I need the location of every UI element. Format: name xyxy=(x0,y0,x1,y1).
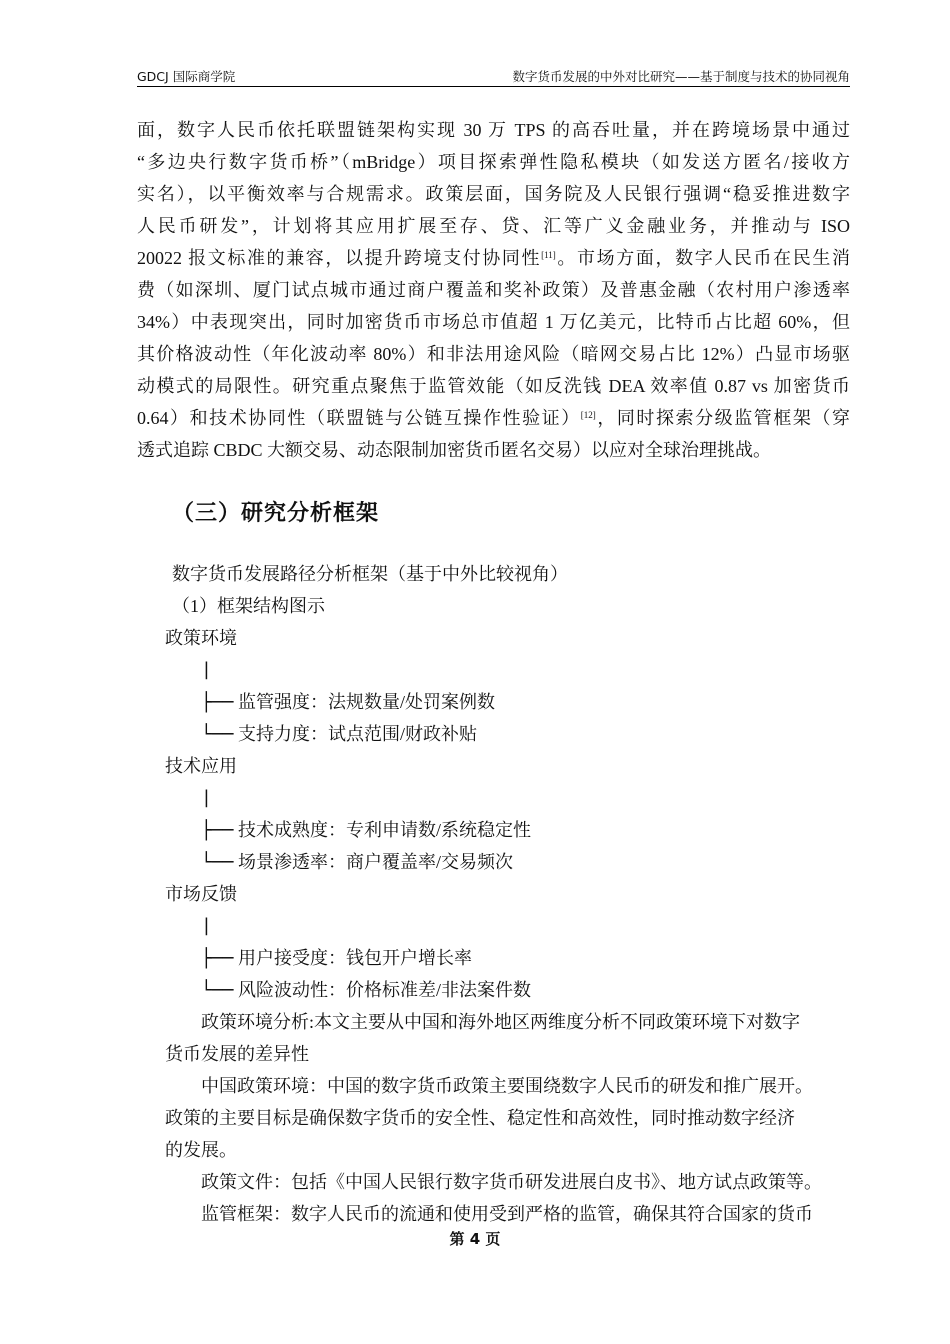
tree-branch xyxy=(201,814,531,847)
text-span: 0.64）和技术协同性（联盟链与公链互操作性验证） xyxy=(137,408,581,428)
tree-root-policy: 政策环境 xyxy=(165,628,237,648)
text-line xyxy=(137,242,850,274)
citation-ref-11: [11] xyxy=(541,250,556,260)
text-line: “多边央行数字货币桥”（mBridge）项目探索弹性隐私模块（如发送方匿名/接收方 xyxy=(137,152,850,172)
text-line: 的发展。 xyxy=(165,1140,237,1160)
tree-leaf: 用户接受度：钱包开户增长率 xyxy=(238,948,473,968)
header-school: GDCJ 国际商学院 xyxy=(137,69,236,84)
tree-branch xyxy=(201,718,477,751)
tree-branch xyxy=(201,686,495,719)
tree-root-technology: 技术应用 xyxy=(165,756,237,776)
text-line: 其价格波动性（年化波动率 80%）和非法用途风险（暗网交易占比 12%）凸显市场驱 xyxy=(137,344,850,364)
text-line: 政策环境分析:本文主要从中国和海外地区两维度分析不同政策环境下对数字 xyxy=(201,1012,800,1032)
tree-leaf: 场景渗透率：商户覆盖率/交易频次 xyxy=(238,852,514,872)
tree-root-market: 市场反馈 xyxy=(165,884,237,904)
branch-connector: ├── xyxy=(201,820,234,841)
last-branch-connector: └── xyxy=(201,980,234,1001)
tree-leaf: 风险波动性：价格标准差/非法案件数 xyxy=(238,980,532,1000)
page-number: 第 4 页 xyxy=(449,1230,501,1248)
framework-subtitle: （1）框架结构图示 xyxy=(172,596,325,616)
tree-branch xyxy=(201,974,531,1007)
last-branch-connector: └── xyxy=(201,724,234,745)
text-line: 货币发展的差异性 xyxy=(165,1044,309,1064)
citation-ref-12: [12] xyxy=(580,410,596,420)
paragraph-4: 政策文件：包括《中国人民银行数字货币研发进展白皮书》、地方试点政策等。 xyxy=(201,1172,822,1192)
text-line: 费（如深圳、厦门试点城市通过商户覆盖和奖补政策）及普惠金融（农村用户渗透率 xyxy=(137,280,850,300)
tree-vertical-bar: | xyxy=(201,787,212,808)
text-span: ，同时探索分级监管框架（穿 xyxy=(595,408,851,428)
branch-connector: ├── xyxy=(201,948,234,969)
tree-leaf: 支持力度：试点范围/财政补贴 xyxy=(238,724,478,744)
section-heading: （三）研究分析框架 xyxy=(172,501,380,526)
tree-branch xyxy=(201,846,513,879)
tree-vertical-bar: | xyxy=(201,915,212,936)
text-line xyxy=(137,402,850,434)
tree-vertical-bar: | xyxy=(201,659,212,680)
page-header xyxy=(137,66,850,87)
tree-leaf: 技术成熟度：专利申请数/系统稳定性 xyxy=(238,820,532,840)
text-line: 政策的主要目标是确保数字货币的安全性、稳定性和高效性，同时推动数字经济 xyxy=(165,1108,795,1128)
text-line: 人民币研发”，计划将其应用扩展至存、贷、汇等广义金融业务，并推动与 ISO xyxy=(137,216,850,236)
text-line: 面，数字人民币依托联盟链架构实现 30 万 TPS 的高吞吐量，并在跨境场景中通过 xyxy=(137,120,850,140)
text-span: 。市场方面，数字人民币在民生消 xyxy=(555,248,850,268)
text-line: 实名），以平衡效率与合规需求。政策层面，国务院及人民银行强调“稳妥推进数字 xyxy=(137,184,850,204)
text-span: 20022 报文标准的兼容，以提升跨境支付协同性 xyxy=(137,248,542,268)
framework-title: 数字货币发展路径分析框架（基于中外比较视角） xyxy=(172,564,568,584)
text-line: 透式追踪 CBDC 大额交易、动态限制加密货币匿名交易）以应对全球治理挑战。 xyxy=(137,440,772,460)
text-line: 动模式的局限性。研究重点聚焦于监管效能（如反洗钱 DEA 效率值 0.87 vs 加密货币 xyxy=(137,376,850,396)
text-line: 34%）中表现突出，同时加密货币市场总市值超 1 万亿美元，比特币占比超 60%，但 xyxy=(137,312,850,332)
tree-leaf: 监管强度：法规数量/处罚案例数 xyxy=(238,692,496,712)
tree-branch xyxy=(201,942,472,975)
text-line: 中国政策环境：中国的数字货币政策主要围绕数字人民币的研发和推广展开。 xyxy=(201,1076,813,1096)
last-branch-connector: └── xyxy=(201,852,234,873)
header-title: 数字货币发展的中外对比研究——基于制度与技术的协同视角 xyxy=(512,69,850,84)
branch-connector: ├── xyxy=(201,692,234,713)
paragraph-5: 监管框架：数字人民币的流通和使用受到严格的监管，确保其符合国家的货币 xyxy=(201,1204,813,1224)
